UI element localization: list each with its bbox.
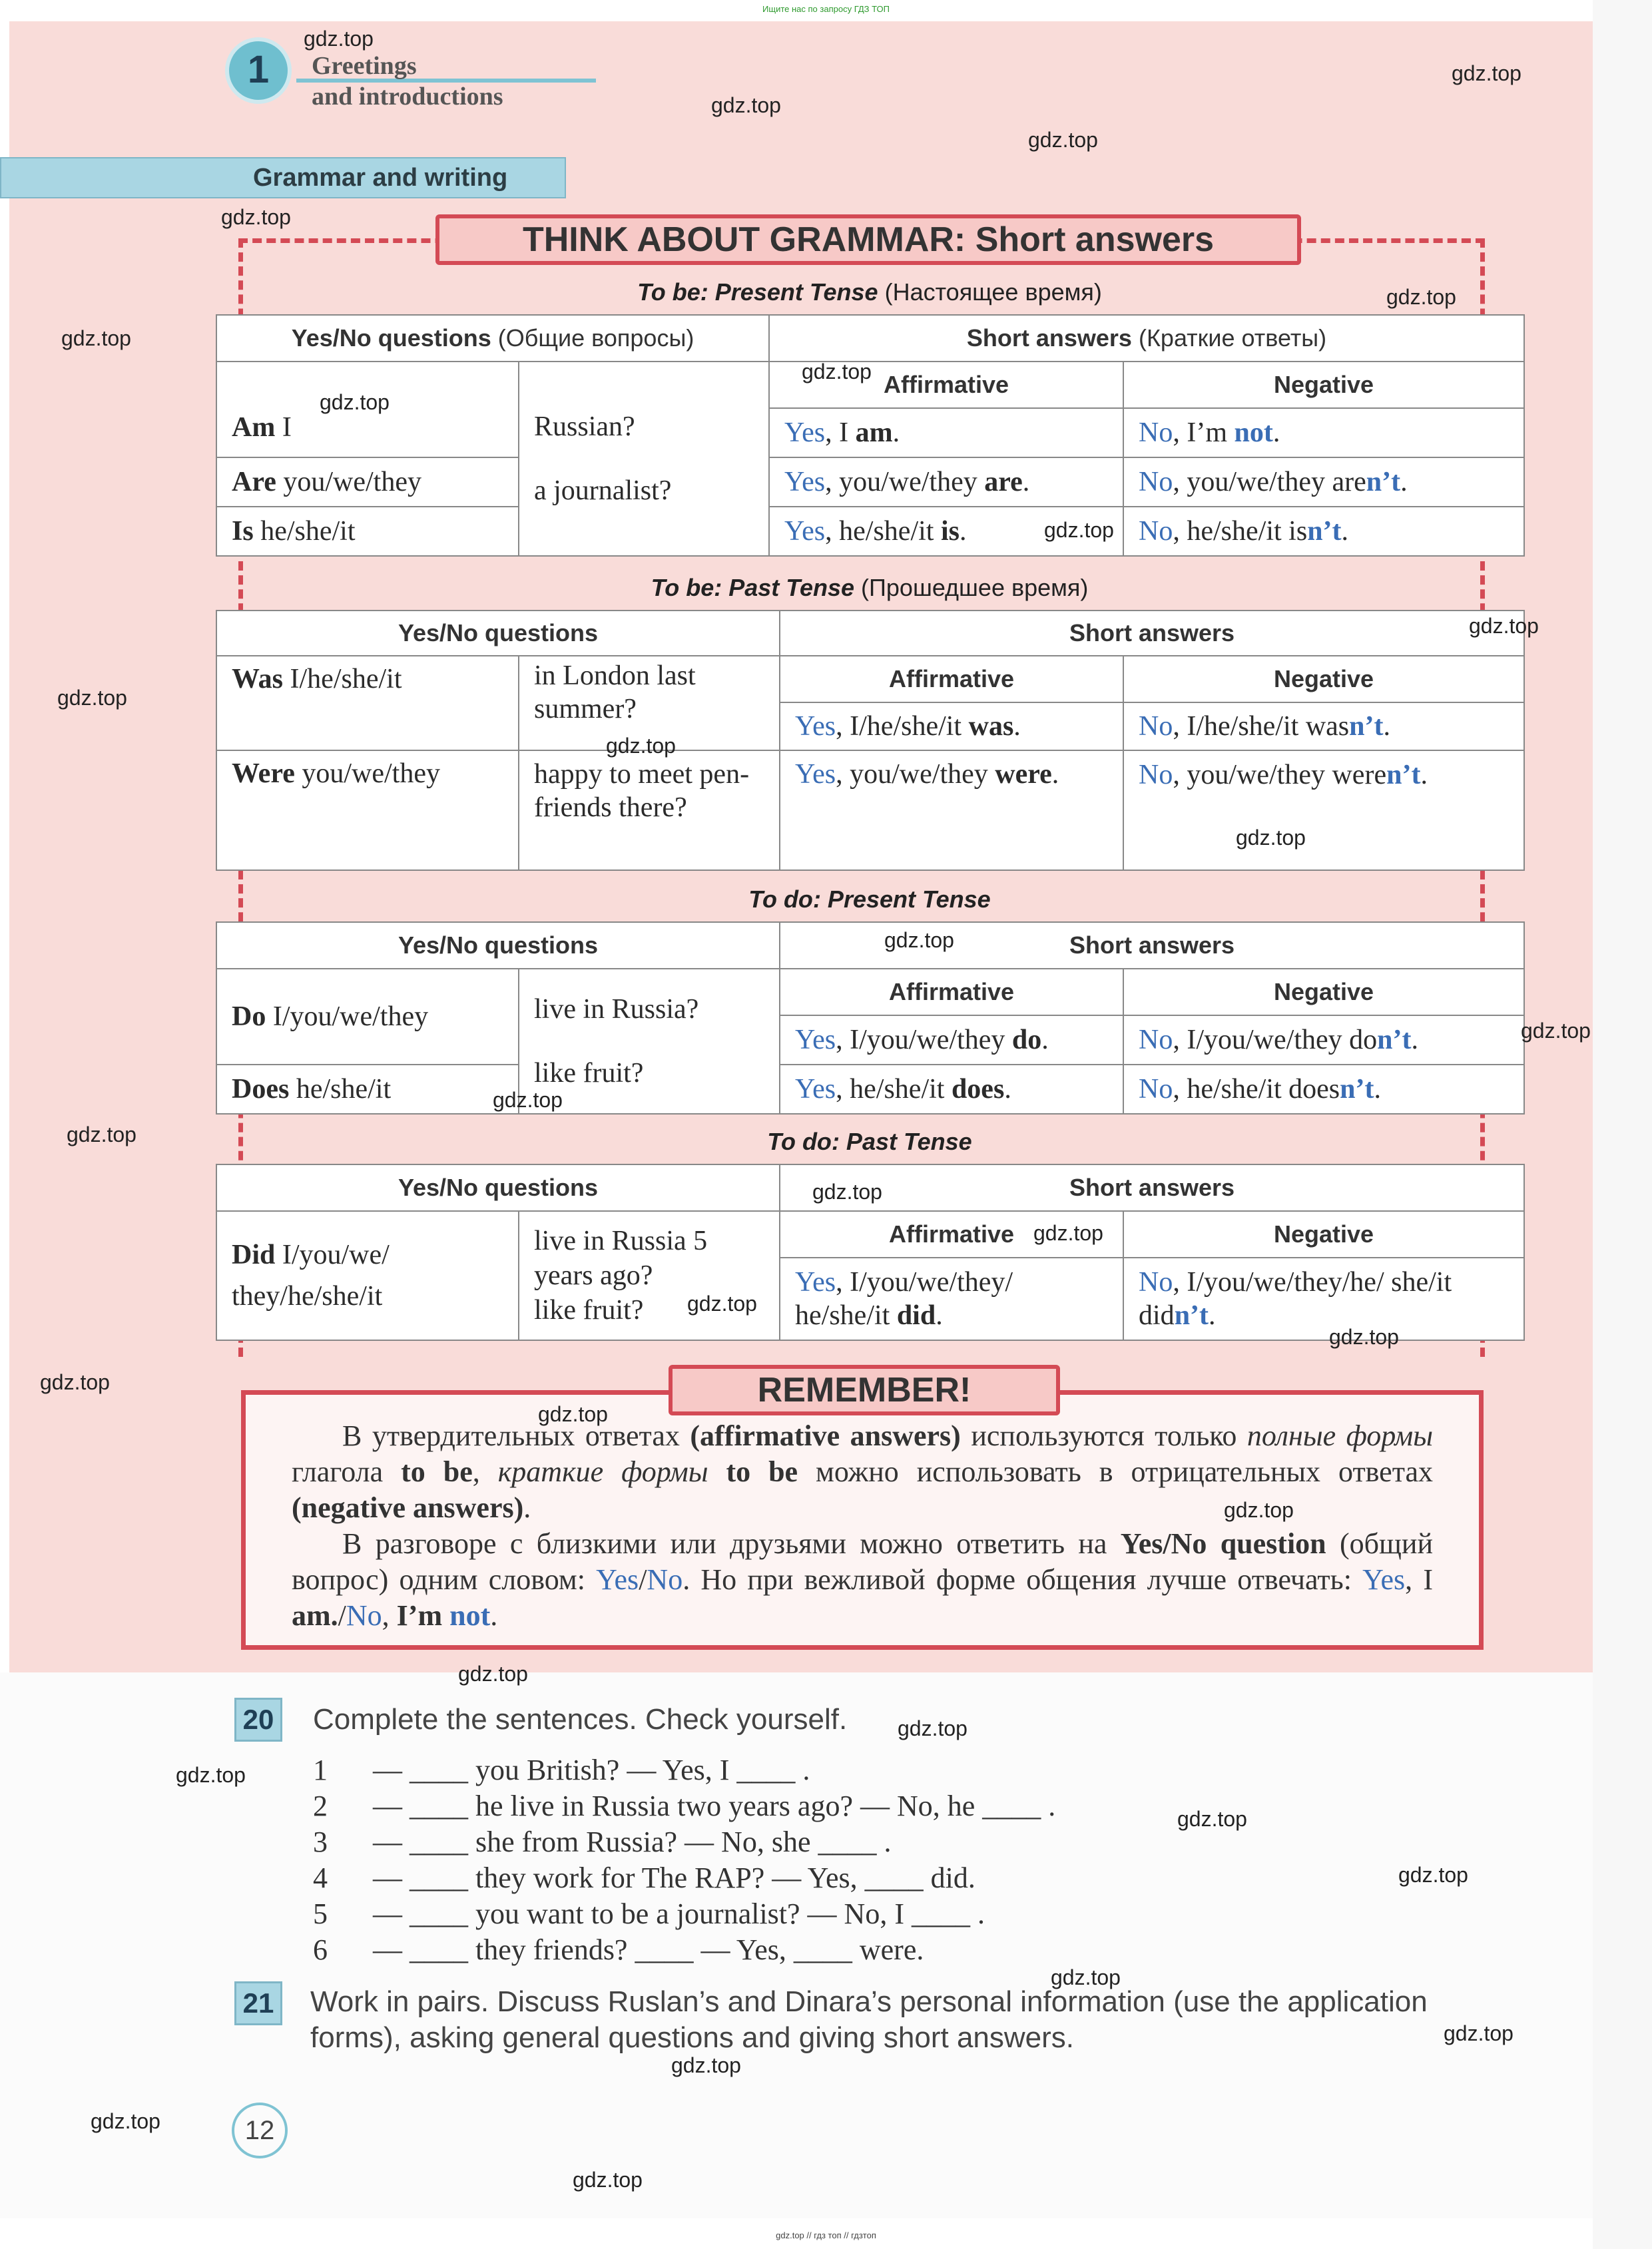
table1-caption-verb: To be xyxy=(637,278,700,306)
remember-paragraph-1: В утвердительных ответах (affirmative answers) используются только полные формы глагола to be, краткие формы to be можно использовать в отрицательных ответах (negative answers). xyxy=(292,1419,1434,1524)
watermark: gdz.top xyxy=(1051,1965,1121,1989)
remember-paragraph-2: В разговоре с близкими или друзьями можно ответить на Yes/No question (общий вопрос) одним словом: Yes/No. Но при вежливой форме общения лучше отвечать: Yes, I am./No, I’m not. xyxy=(292,1527,1434,1632)
watermark: gdz.top xyxy=(1469,614,1539,638)
think-about-grammar-title: THINK ABOUT GRAMMAR: Short answers xyxy=(435,214,1301,265)
t1-aff-1: Yes, I am. xyxy=(769,408,1123,457)
top-note: Ищите нас по запросу ГДЗ ТОП xyxy=(762,4,890,14)
t2-header-answers: Short answers xyxy=(780,611,1524,656)
watermark: gdz.top xyxy=(304,27,374,51)
t4-affirmative-header: Affirmative xyxy=(780,1211,1123,1258)
watermark: gdz.top xyxy=(898,1716,967,1740)
t4-subject-1: Did I/you/we/ they/he/she/it xyxy=(216,1211,519,1340)
right-strip xyxy=(1593,0,1652,2249)
exercise-21-line2: forms), asking general questions and giving short answers. xyxy=(310,2021,1075,2054)
watermark: gdz.top xyxy=(884,928,954,952)
watermark: gdz.top xyxy=(711,93,781,117)
watermark: gdz.top xyxy=(1329,1325,1399,1349)
remember-text xyxy=(292,1418,1433,1634)
t3-complements: live in Russia? like fruit? xyxy=(519,969,780,1114)
exercise-20-item-5: 5 — ____ you want to be a journalist? — No, I ____ . xyxy=(313,1897,985,1930)
watermark: gdz.top xyxy=(1224,1498,1294,1522)
t4-header-questions: Yes/No questions xyxy=(216,1164,780,1211)
watermark: gdz.top xyxy=(1028,128,1098,152)
t3-subject-1: Do I/you/we/they xyxy=(216,969,519,1065)
t1-neg-3: No, he/she/it isn’t. xyxy=(1123,507,1524,556)
t2-neg-1: No, I/he/she/it wasn’t. xyxy=(1123,702,1524,750)
exercise-20-task: Complete the sentences. Check yourself. xyxy=(313,1703,848,1736)
unit-title-line1: Greetings xyxy=(312,52,417,80)
t3-aff-2: Yes, he/she/it does. xyxy=(780,1065,1123,1114)
t3-negative-header: Negative xyxy=(1123,969,1524,1015)
table-to-do-present xyxy=(216,921,1525,1115)
table-to-be-present xyxy=(216,314,1525,557)
table4-caption: To do: Past Tense xyxy=(767,1128,972,1155)
watermark: gdz.top xyxy=(1177,1807,1247,1831)
table1-caption-tense: : Present Tense xyxy=(700,278,878,306)
exercise-21-line1: Work in pairs. Discuss Ruslan’s and Dinara’s personal information (use the application xyxy=(310,1985,1428,2018)
exercise-20-item-6: 6 — ____ they friends? ____ — Yes, ____ were. xyxy=(313,1933,924,1966)
t4-neg-1: No, I/you/we/they/he/ she/it didn’t. xyxy=(1123,1258,1524,1340)
t2-header-questions: Yes/No questions xyxy=(216,611,780,656)
t1-subject-2: Are you/we/they xyxy=(216,457,519,507)
watermark: gdz.top xyxy=(1044,518,1114,542)
t4-aff-1: Yes, I/you/we/they/ he/she/it did. xyxy=(780,1258,1123,1340)
t4-header-answers: Short answers xyxy=(780,1164,1524,1211)
table2-caption: To be: Past Tense (Прошедшее время) xyxy=(651,574,1089,601)
t1-header-questions: Yes/No questions (Общие вопросы) xyxy=(216,315,769,362)
watermark: gdz.top xyxy=(606,734,676,758)
watermark: gdz.top xyxy=(1521,1019,1591,1043)
t2-subject-2: Were you/we/they xyxy=(216,750,519,870)
t1-aff-2: Yes, you/we/they are. xyxy=(769,457,1123,507)
watermark: gdz.top xyxy=(458,1662,528,1686)
unit-title-line2: and introductions xyxy=(312,83,503,111)
watermark: gdz.top xyxy=(538,1402,608,1426)
watermark: gdz.top xyxy=(687,1292,757,1316)
watermark: gdz.top xyxy=(493,1088,563,1112)
t2-aff-1: Yes, I/he/she/it was. xyxy=(780,702,1123,750)
t3-neg-2: No, he/she/it doesn’t. xyxy=(1123,1065,1524,1114)
t4-negative-header: Negative xyxy=(1123,1211,1524,1258)
unit-title xyxy=(312,51,503,112)
watermark: gdz.top xyxy=(61,326,131,350)
t4-complements: live in Russia 5 years ago? like fruit? xyxy=(519,1211,780,1340)
watermark: gdz.top xyxy=(812,1180,882,1204)
watermark: gdz.top xyxy=(671,2053,741,2077)
watermark: gdz.top xyxy=(1386,285,1456,309)
watermark: gdz.top xyxy=(802,360,872,383)
watermark: gdz.top xyxy=(320,390,390,414)
watermark: gdz.top xyxy=(1033,1221,1103,1245)
table3-caption: To do: Present Tense xyxy=(748,885,991,913)
t1-header-answers: Short answers (Краткие ответы) xyxy=(769,315,1524,362)
watermark: gdz.top xyxy=(1236,826,1306,850)
exercise-20-item-2: 2 — ____ he live in Russia two years ago? — No, he ____ . xyxy=(313,1790,1056,1822)
t1-subject-3: Is he/she/it xyxy=(216,507,519,556)
exercise-20-item-3: 3 — ____ she from Russia? — No, she ____ . xyxy=(313,1826,892,1858)
bottom-note: gdz.top // гдз топ // гдзтоп xyxy=(776,2230,876,2240)
t1-neg-1: No, I’m not. xyxy=(1123,408,1524,457)
t3-affirmative-header: Affirmative xyxy=(780,969,1123,1015)
remember-title: REMEMBER! xyxy=(669,1365,1060,1415)
t3-aff-1: Yes, I/you/we/they do. xyxy=(780,1015,1123,1065)
watermark: gdz.top xyxy=(221,205,291,229)
watermark: gdz.top xyxy=(57,686,127,710)
t2-subject-1: Was I/he/she/it xyxy=(216,656,519,750)
watermark: gdz.top xyxy=(1398,1863,1468,1887)
exercise-21-task xyxy=(310,1984,1428,2056)
t1-subject-1: Am I xyxy=(216,362,519,457)
t1-negative-header: Negative xyxy=(1123,362,1524,408)
exercise-20-number: 20 xyxy=(234,1698,282,1742)
watermark: gdz.top xyxy=(176,1763,246,1787)
t1-complements: Russian? a journalist? xyxy=(519,362,769,556)
exercise-20-item-4: 4 — ____ they work for The RAP? — Yes, ____ did. xyxy=(313,1862,975,1894)
t2-negative-header: Negative xyxy=(1123,656,1524,702)
exercise-20-item-1: 1 — ____ you British? — Yes, I ____ . xyxy=(313,1754,810,1786)
t3-header-questions: Yes/No questions xyxy=(216,922,780,969)
watermark: gdz.top xyxy=(573,2168,643,2192)
watermark: gdz.top xyxy=(40,1370,110,1394)
t3-neg-1: No, I/you/we/they don’t. xyxy=(1123,1015,1524,1065)
t1-affirmative-header: Affirmative xyxy=(769,362,1123,408)
t2-aff-2: Yes, you/we/they were. xyxy=(780,750,1123,870)
left-margin xyxy=(0,21,9,1672)
watermark: gdz.top xyxy=(1452,61,1521,85)
table1-caption xyxy=(217,278,1522,306)
t2-neg-2: No, you/we/they weren’t. xyxy=(1123,750,1524,870)
t1-neg-2: No, you/we/they aren’t. xyxy=(1123,457,1524,507)
unit-number: 1 xyxy=(225,37,292,104)
t2-affirmative-header: Affirmative xyxy=(780,656,1123,702)
page-number: 12 xyxy=(232,2103,288,2158)
t3-subject-2: Does he/she/it xyxy=(216,1065,519,1114)
t2-complement-1: in London last summer? xyxy=(519,656,780,750)
table1-caption-ru: (Настоящее время) xyxy=(884,278,1102,306)
section-label: Grammar and writing xyxy=(0,157,566,198)
t3-header-answers: Short answers xyxy=(780,922,1524,969)
watermark: gdz.top xyxy=(1444,2021,1514,2045)
table-to-be-past xyxy=(216,610,1525,871)
watermark: gdz.top xyxy=(67,1123,137,1146)
exercise-21-number: 21 xyxy=(234,1981,282,2025)
watermark: gdz.top xyxy=(91,2109,160,2133)
t1-aff-3: Yes, he/she/it is. xyxy=(769,507,1123,556)
t2-complement-2: happy to meet pen-friends there? xyxy=(519,750,780,870)
